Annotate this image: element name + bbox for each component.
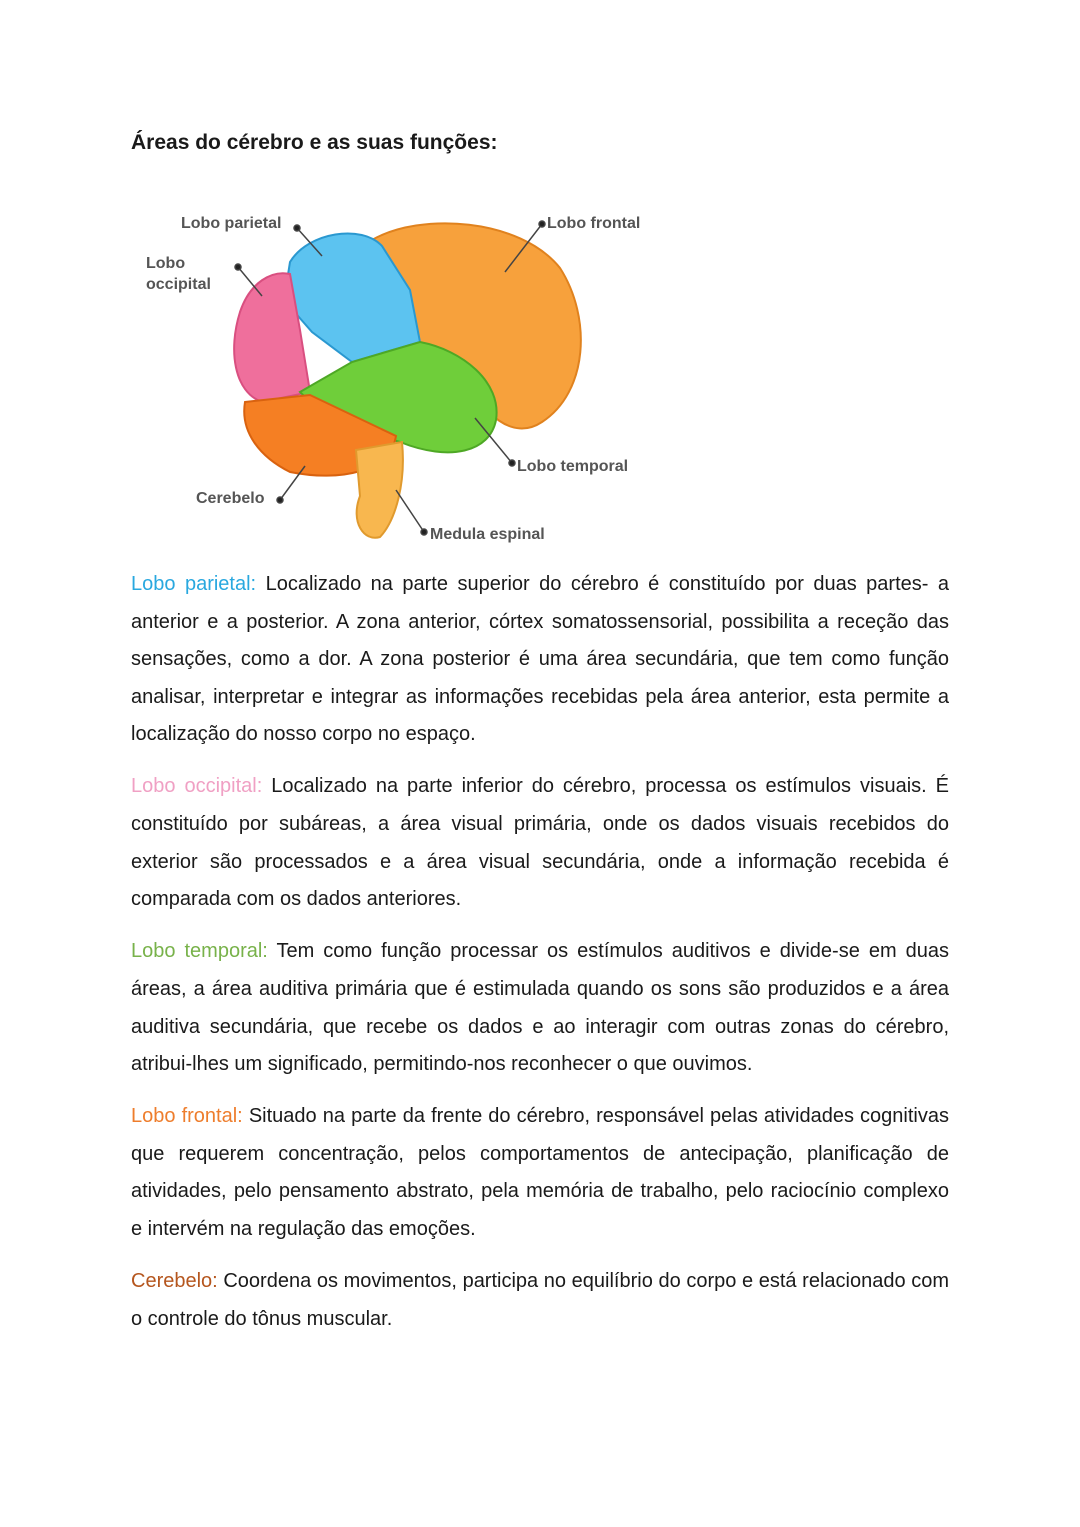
document-body [131,566,949,1353]
label-lobo-occipital-line2: occipital [146,276,211,293]
label-cerebelo: Cerebelo [196,490,265,507]
label-lobo-frontal: Lobo frontal [547,215,641,232]
term-lobo-frontal: Lobo frontal: [131,1105,243,1128]
description: Situado na parte da frente do cérebro, responsável pelas atividades cognitivas que requerem concentração, pelos comportamentos de antecipação, planificação de atividades, pelo pensamento abstrato, pela memória de trabalho, pelo raciocínio complexo e intervém na regulação das emoções. [131,1105,949,1240]
term-lobo-temporal: Lobo temporal: [131,940,268,963]
description: Tem como função processar os estímulos auditivos e divide-se em duas áreas, a área auditiva primária que é estimulada quando os sons são produzidos e a área auditiva secundária, que recebe os dados e ao interagir com outras zonas do cérebro, atribui-lhes um significado, permitindo-nos reconhecer o que ouvimos. [131,940,949,1076]
description: Localizado na parte superior do cérebro é constituído por duas partes- a anterior e a posterior. A zona anterior, córtex somatossensorial, possibilita a receção das sensações, como a dor. A zona posterior é uma área secundária, que tem como função analisar, interpretar e integrar as informações recebidas pela área anterior, esta permite a localização do nosso corpo no espaço. [131,573,950,746]
term-lobo-occipital: Lobo occipital: [131,775,263,798]
section-cerebelo [131,1263,949,1338]
brain-illustration [130,195,660,550]
section-lobo-temporal [131,933,949,1083]
spinal-cord-region [356,442,403,538]
section-lobo-parietal [131,566,949,754]
description: Coordena os movimentos, participa no equilíbrio do corpo e está relacionado com o controle do tônus muscular. [131,1270,949,1330]
label-lobo-temporal: Lobo temporal [517,458,629,475]
brain-diagram [130,195,660,550]
label-lobo-occipital-line1: Lobo [146,255,186,272]
page-title: Áreas do cérebro e as suas funções: [131,131,498,154]
section-lobo-frontal [131,1098,949,1248]
label-medula-espinal: Medula espinal [430,526,545,543]
term-cerebelo: Cerebelo: [131,1270,218,1293]
term-lobo-parietal: Lobo parietal: [131,573,257,595]
section-lobo-occipital [131,768,949,918]
description: Localizado na parte inferior do cérebro, processa os estímulos visuais. É constituído por subáreas, a área visual primária, onde os dados visuais recebidos do exterior são processados e a área visual secundária, onde a informação recebida é comparada com os dados anteriores. [131,775,949,911]
label-lobo-parietal: Lobo parietal [181,215,282,232]
